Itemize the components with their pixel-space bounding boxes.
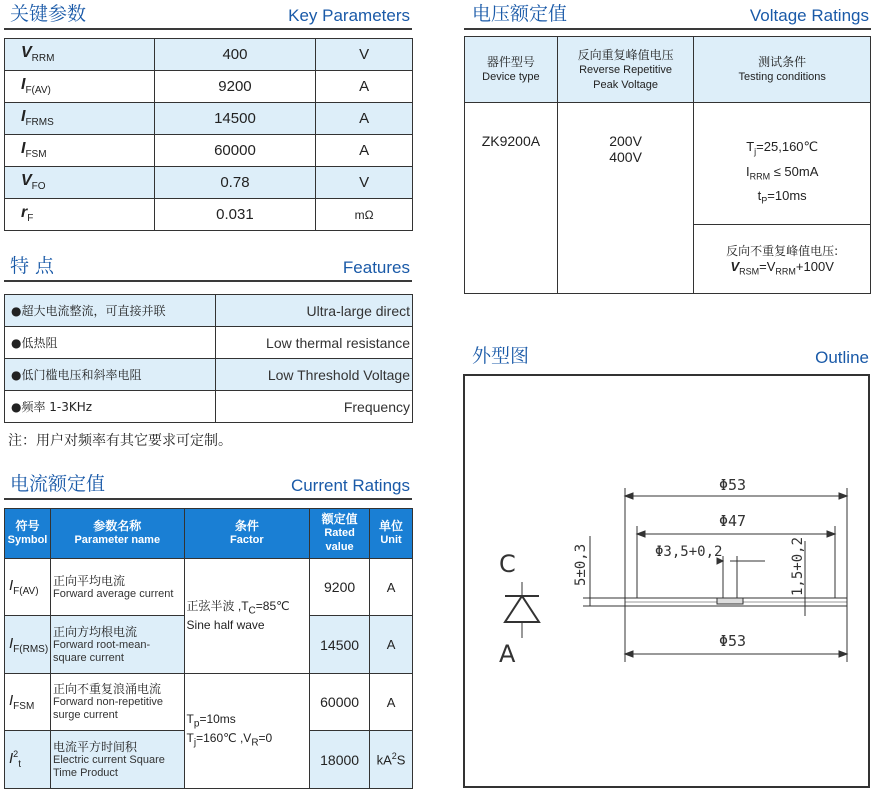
outline-drawing bbox=[465, 376, 868, 786]
vr-conditions: $T_j=25,160℃$ $I_{RRM} \le 50mA$ $t_P=10ms$ bbox=[694, 103, 871, 225]
features-title-en: Features bbox=[342, 258, 410, 277]
outline-title-en: Outline bbox=[815, 348, 869, 367]
features-table bbox=[4, 294, 413, 423]
rated-value: 18000 bbox=[310, 731, 370, 789]
feature-en: Low Threshold Voltage bbox=[216, 359, 413, 391]
key-param-value: 400 bbox=[154, 39, 316, 71]
voltage-title-en: Voltage Ratings bbox=[749, 6, 869, 25]
key-param-row: $I_{FRMS}$ 14500 A bbox=[5, 103, 413, 135]
key-params-table bbox=[4, 38, 413, 231]
key-param-value: 0.78 bbox=[154, 167, 316, 199]
vr-rsm: 反向不重复峰值电压: $V_{RSM}=V_{RRM}+100V$ bbox=[694, 225, 871, 294]
vr-voltage: 200V 400V bbox=[557, 103, 694, 294]
dim-outer-bottom: Φ53 bbox=[719, 632, 747, 650]
header-param: 参数名称 Parameter name bbox=[50, 509, 184, 559]
voltage-table bbox=[464, 36, 871, 294]
factor-sine: 正弦半波 $,T_C=85℃$ Sine half wave bbox=[184, 559, 310, 674]
feature-cn: ●频率 1-3KHz bbox=[5, 391, 216, 423]
key-param-row: $r_F$ 0.031 mΩ bbox=[5, 199, 413, 231]
rated-unit: A bbox=[370, 616, 413, 674]
current-table bbox=[4, 508, 413, 789]
voltage-header bbox=[464, 2, 871, 30]
key-param-value: 14500 bbox=[154, 103, 316, 135]
key-param-value: 60000 bbox=[154, 135, 316, 167]
key-param-unit: A bbox=[316, 71, 413, 103]
rated-unit: A bbox=[370, 559, 413, 616]
key-param-row: $I_{F(AV)}$ 9200 A bbox=[5, 71, 413, 103]
feature-en: Ultra-large direct bbox=[216, 295, 413, 327]
current-row: $I_{F(RMS)}$ 正向方均根电流 Forward root-mean-square current 14500 A bbox=[5, 616, 413, 674]
key-param-row: $V_{FO}$ 0.78 V bbox=[5, 167, 413, 199]
key-param-row: $V_{RRM}$ 400 V bbox=[5, 39, 413, 71]
rated-unit: A bbox=[370, 674, 413, 731]
key-params-title-cn: 关键参数 bbox=[10, 3, 87, 25]
key-param-value: 0.031 bbox=[154, 199, 316, 231]
key-param-unit: A bbox=[316, 103, 413, 135]
feature-row bbox=[5, 295, 413, 327]
feature-row bbox=[5, 359, 413, 391]
feature-en: Frequency bbox=[216, 391, 413, 423]
header-rated: 额定值 Rated value bbox=[310, 509, 370, 559]
label-anode: A bbox=[499, 640, 516, 668]
rated-value: 9200 bbox=[310, 559, 370, 616]
outline-drawing-box bbox=[463, 374, 870, 788]
outline-title-cn: 外型图 bbox=[472, 345, 530, 367]
header-unit: 单位 Unit bbox=[370, 509, 413, 559]
feature-cn: ●超大电流整流，可直接并联 bbox=[5, 295, 216, 327]
feature-row bbox=[5, 327, 413, 359]
dim-inner: Φ47 bbox=[719, 512, 747, 530]
header-symbol: 符号 Symbol bbox=[5, 509, 51, 559]
outline-header bbox=[464, 344, 871, 370]
current-row: $I_{FSM}$ 正向不重复浪涌电流 Forward non-repetitive surge current $T_p=10ms$ $T_j=160℃$ $,V_R=0$ 60000 A bbox=[5, 674, 413, 731]
vr-header-voltage: 反向重复峰值电压 Reverse Repetitive Peak Voltage bbox=[557, 37, 694, 103]
vr-header-device: 器件型号 Device type bbox=[465, 37, 558, 103]
current-title-cn: 电流额定值 bbox=[10, 473, 106, 495]
feature-cn: ●低门槛电压和斜率电阻 bbox=[5, 359, 216, 391]
feature-en: Low thermal resistance bbox=[216, 327, 413, 359]
key-param-row: $I_{FSM}$ 60000 A bbox=[5, 135, 413, 167]
voltage-title-cn: 电压额定值 bbox=[472, 3, 568, 25]
rated-value: 14500 bbox=[310, 616, 370, 674]
vr-device: ZK9200A bbox=[465, 103, 558, 294]
dim-hole: Φ3,5+0,2 bbox=[655, 544, 723, 560]
key-param-unit: V bbox=[316, 39, 413, 71]
feature-cn: ●低热阻 bbox=[5, 327, 216, 359]
dim-height: 5±0,3 bbox=[573, 543, 589, 586]
features-title-cn: 特 点 bbox=[10, 255, 55, 277]
vr-header-conditions: 测试条件 Testing conditions bbox=[694, 37, 871, 103]
features-header bbox=[4, 254, 412, 282]
rated-value: 60000 bbox=[310, 674, 370, 731]
rated-unit: $kA^2S$ bbox=[370, 731, 413, 789]
dim-outer-top: Φ53 bbox=[719, 476, 747, 494]
key-params-header bbox=[4, 2, 412, 30]
current-row: $I_{F(AV)}$ 正向平均电流 Forward average current 正弦半波 $,T_C=85℃$ Sine half wave 9200 A bbox=[5, 559, 413, 616]
current-header bbox=[4, 472, 412, 500]
factor-pulse: $T_p=10ms$ $T_j=160℃$ $,V_R=0$ bbox=[184, 674, 310, 789]
dim-depth: 1,5+0,2 bbox=[790, 536, 806, 596]
diode-triangle-icon bbox=[505, 596, 539, 622]
header-factor: 条件 Factor bbox=[184, 509, 310, 559]
key-params-title-en: Key Parameters bbox=[288, 6, 410, 25]
features-note: 注：用户对频率有其它要求可定制。 bbox=[8, 433, 232, 449]
label-cathode: C bbox=[499, 550, 516, 578]
center-hole bbox=[717, 598, 743, 604]
key-param-unit: mΩ bbox=[316, 199, 413, 231]
current-row: $I^2_t$ 电流平方时间积 Electric current Square Time Product 18000 $kA^2S$ bbox=[5, 731, 413, 789]
feature-row bbox=[5, 391, 413, 423]
key-param-unit: A bbox=[316, 135, 413, 167]
key-param-value: 9200 bbox=[154, 71, 316, 103]
key-param-unit: V bbox=[316, 167, 413, 199]
current-title-en: Current Ratings bbox=[290, 476, 410, 495]
